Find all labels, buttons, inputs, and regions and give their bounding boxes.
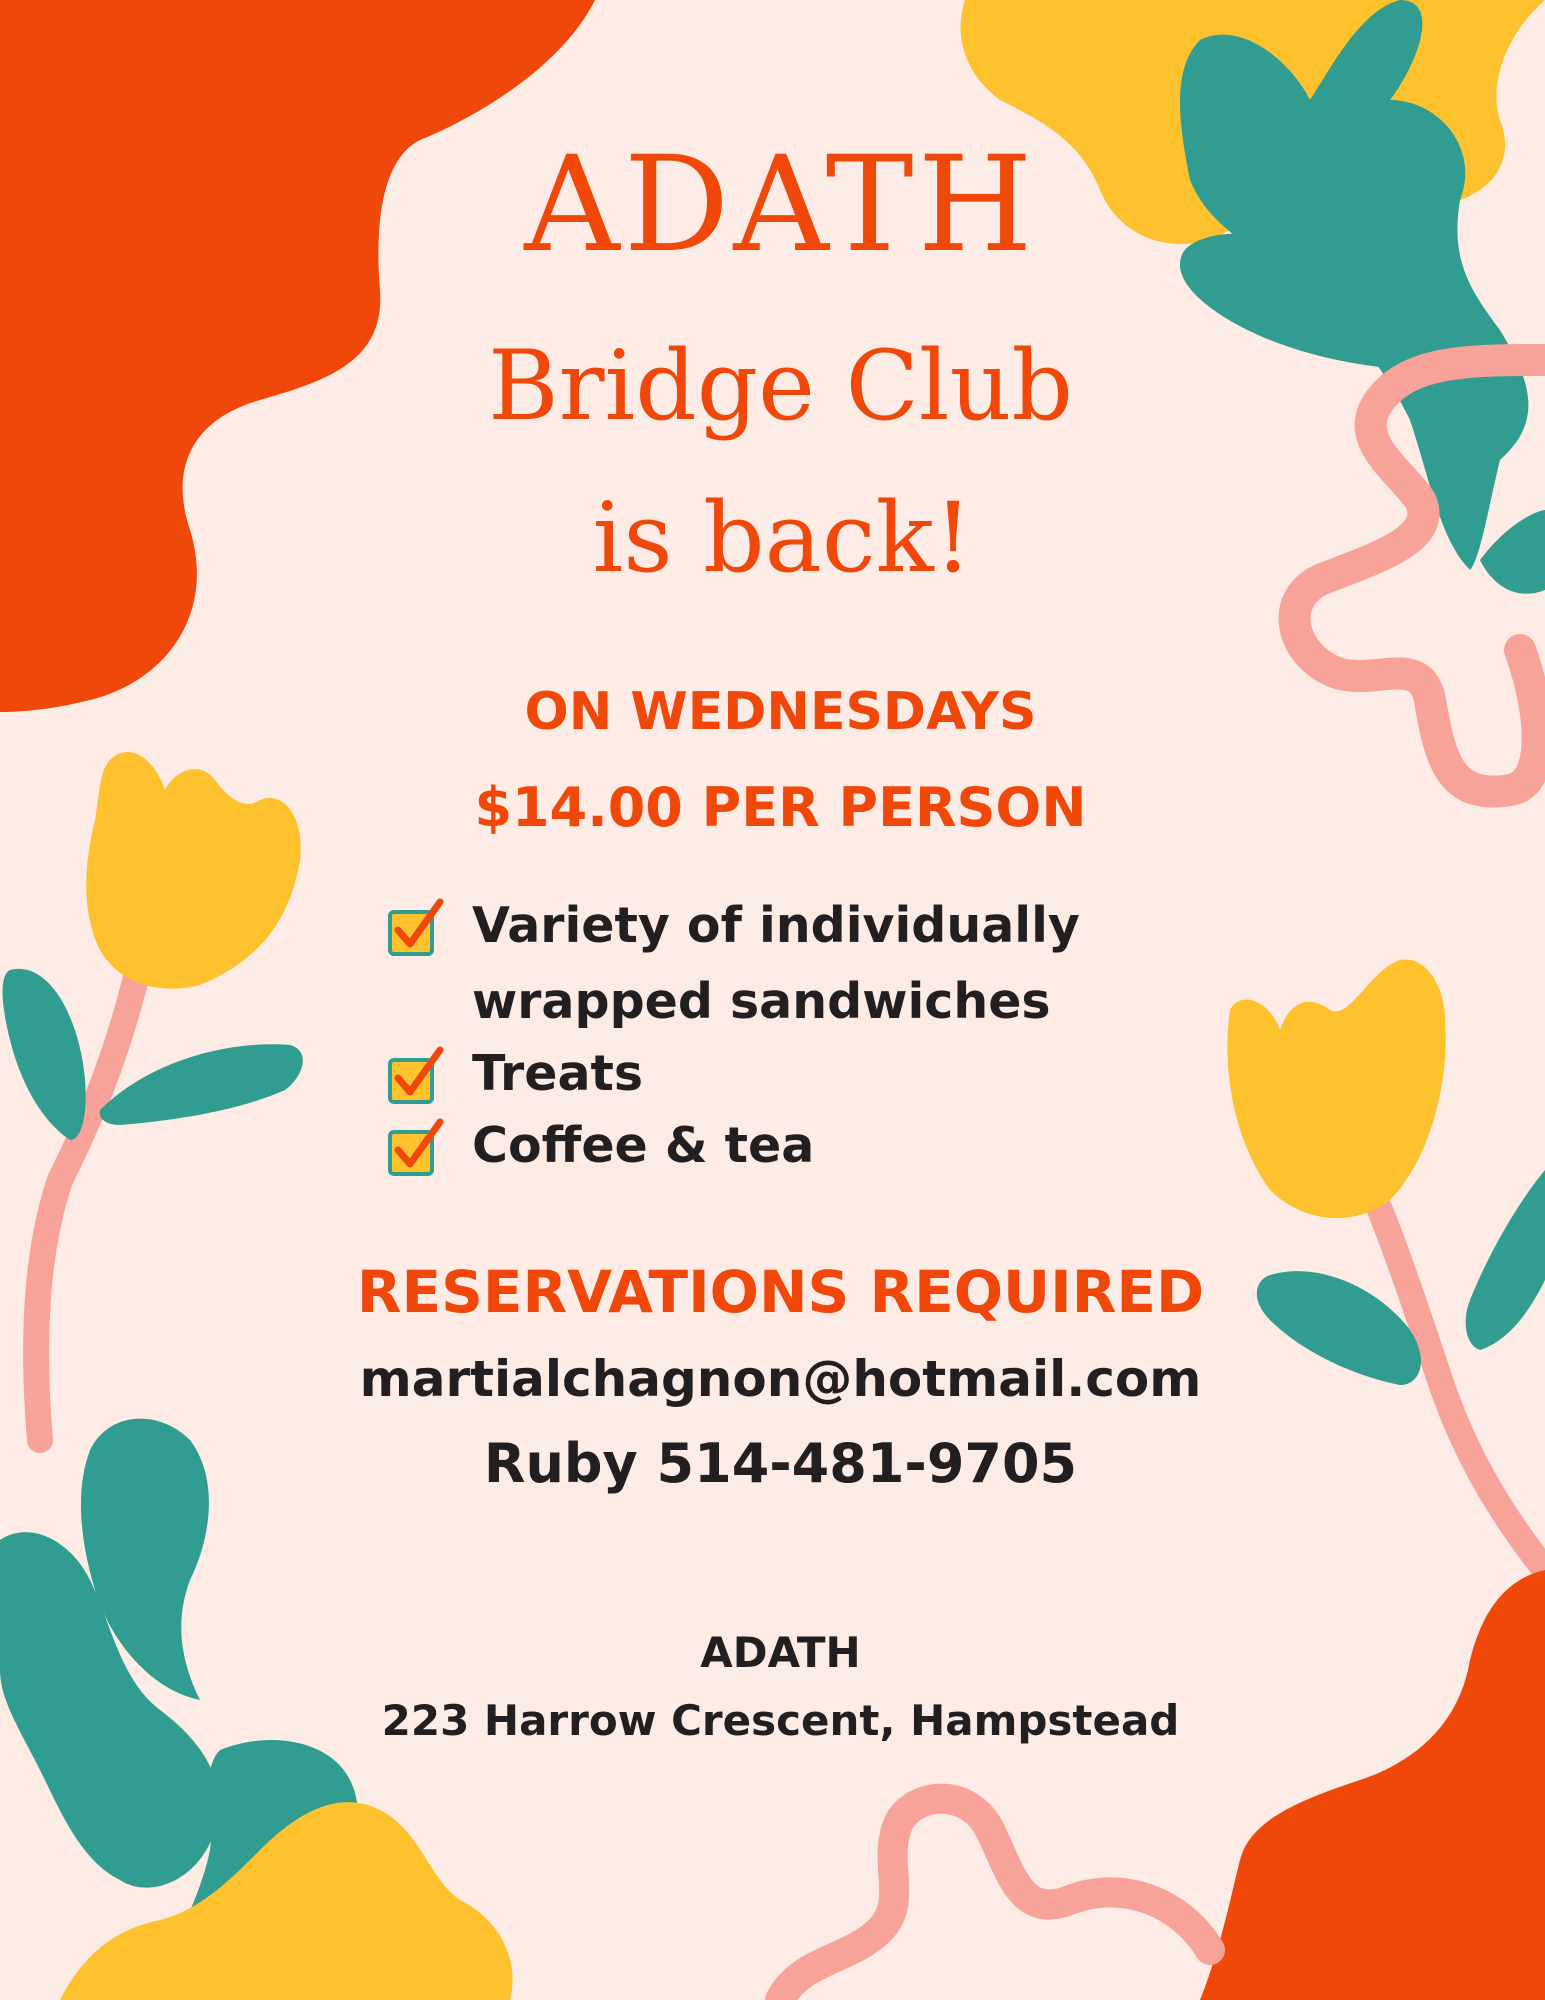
list-item-line1: Variety of individually — [472, 897, 1080, 954]
contact-phone: Ruby 514-481-9705 — [483, 1432, 1078, 1495]
checkbox-check-icon — [386, 1046, 446, 1106]
title-is-back: is back! — [592, 482, 973, 594]
offer-list — [380, 888, 1140, 1184]
venue-name: ADATH — [700, 1628, 861, 1677]
list-item — [380, 1036, 1140, 1112]
checkbox-check-icon — [386, 898, 446, 958]
reservations-heading: RESERVATIONS REQUIRED — [356, 1258, 1205, 1326]
list-item — [380, 1108, 1140, 1184]
venue-address: 223 Harrow Crescent, Hampstead — [381, 1696, 1180, 1745]
list-item-line1: Coffee & tea — [472, 1117, 815, 1174]
checkbox-check-icon — [386, 1118, 446, 1178]
list-item-line2: wrapped sandwiches — [472, 973, 1051, 1030]
title-bridge-club: Bridge Club — [488, 330, 1073, 442]
contact-email: martialchagnon@hotmail.com — [359, 1350, 1202, 1408]
list-item — [380, 888, 1140, 1040]
price-text: $14.00 PER PERSON — [474, 776, 1087, 839]
schedule-text: ON WEDNESDAYS — [524, 682, 1037, 742]
list-item-line1: Treats — [472, 1045, 644, 1102]
title-adath: ADATH — [524, 128, 1037, 282]
